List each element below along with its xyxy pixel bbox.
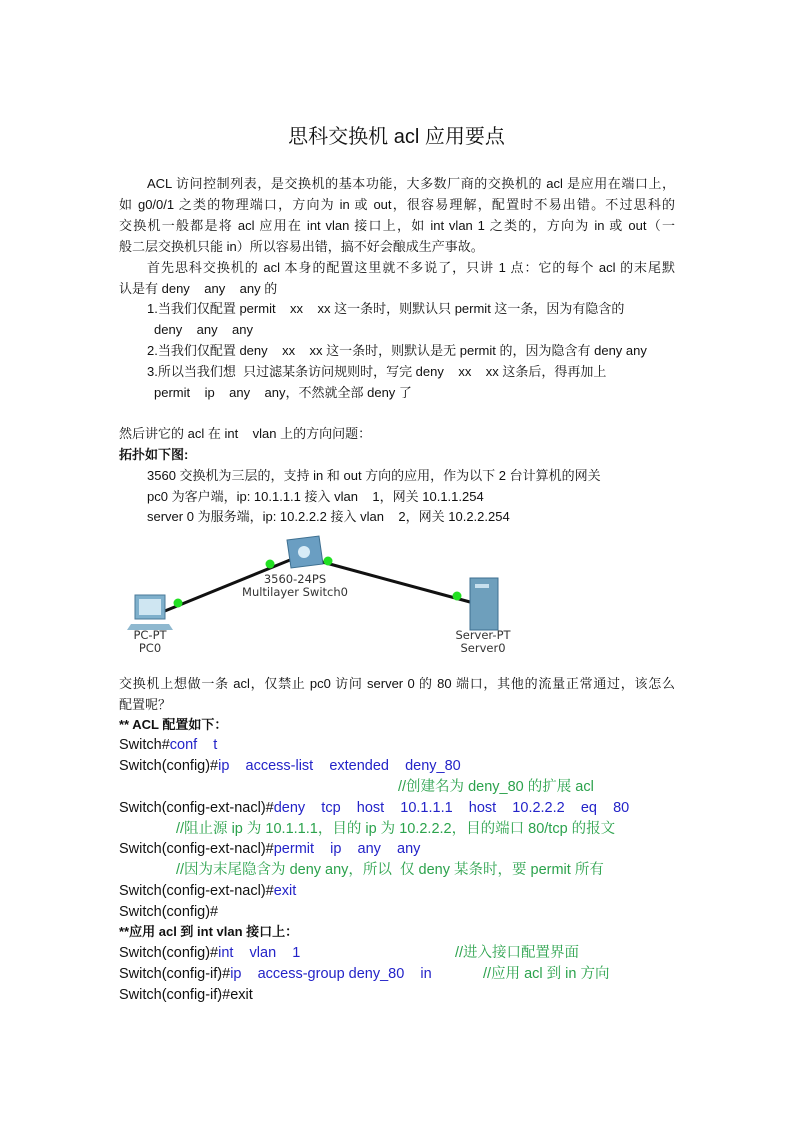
code-line <box>119 882 296 900</box>
code-command: deny tcp host 10.1.1.1 host 10.2.2.2 eq 80 <box>273 800 630 816</box>
text-segment: 然后讲它的 acl 在 int vlan 上的方向问题： <box>119 426 372 441</box>
code-line <box>119 736 217 754</box>
text-line <box>119 716 227 734</box>
text-segment: 3.所以当我们想 只过滤某条访问规则时，写完 deny xx xx 这条后，得再加上 <box>147 364 607 379</box>
text-segment: Switch(config-if)# <box>119 966 231 982</box>
text-segment: Switch(config)# <box>119 945 219 961</box>
text-line <box>119 238 484 256</box>
code-line <box>398 778 594 796</box>
code-line <box>119 757 461 775</box>
pc-model-label: PC-PT <box>133 628 167 642</box>
switch-icon <box>287 536 323 568</box>
code-line <box>176 861 604 879</box>
code-command: permit ip any any <box>273 841 421 857</box>
code-comment: //因为末尾隐含为 deny any，所以 仅 deny 某条时，要 permit 所有 <box>176 862 604 878</box>
text-segment: Switch(config-ext-nacl)# <box>119 883 274 899</box>
text-segment: 拓扑如下图: <box>119 447 189 462</box>
text-segment: pc0 为客户端，ip: 10.1.1.1 接入 vlan 1，网关 10.1.1.254 <box>147 489 484 504</box>
code-comment: //创建名为 deny_80 的扩展 acl <box>398 779 594 795</box>
text-segment: 般二层交换机只能 in）所以容易出错，搞不好会酿成生产事故。 <box>119 239 484 254</box>
code-line <box>119 799 629 817</box>
code-line <box>119 944 300 962</box>
code-comment: //进入接口配置界面 <box>455 945 580 961</box>
code-comment: //应用 acl 到 in 方向 <box>483 966 610 982</box>
text-line <box>147 508 510 526</box>
code-line <box>119 986 253 1004</box>
text-line <box>147 259 675 277</box>
text-segment: 交换机上想做一条 acl，仅禁止 pc0 访问 server 0 的 80 端口，其他的流量正常通过，该怎么 <box>119 676 675 691</box>
switch-name-label: Multilayer Switch0 <box>242 585 348 599</box>
text-segment: Switch(config-if)#exit <box>119 987 253 1003</box>
code-command: ip access-group deny_80 in <box>230 966 432 982</box>
text-line <box>119 217 675 235</box>
text-line <box>119 446 188 464</box>
text-segment: permit ip any any，不然就全部 deny 了 <box>154 385 412 400</box>
text-segment: **应用 acl 到 int vlan 接口上： <box>119 924 299 939</box>
text-segment: Switch(config-ext-nacl)# <box>119 841 274 857</box>
server-name-label: Server0 <box>460 641 506 655</box>
text-segment: 认是有 deny any any 的 <box>119 281 278 296</box>
text-segment: Switch(config)# <box>119 904 219 920</box>
text-line <box>147 363 606 381</box>
text-line <box>119 923 298 941</box>
text-segment: server 0 为服务端，ip: 10.2.2.2 接入 vlan 2，网关 10.2.2.254 <box>147 509 510 524</box>
link-status-dot <box>266 560 275 569</box>
text-segment: Switch# <box>119 737 170 753</box>
text-line <box>147 300 624 318</box>
text-line <box>147 488 484 506</box>
topology-diagram <box>115 530 535 660</box>
text-line <box>154 384 412 402</box>
text-segment: Switch(config)# <box>119 758 219 774</box>
code-command: int vlan 1 <box>218 945 301 961</box>
code-command: ip access-list extended deny_80 <box>218 758 461 774</box>
text-line <box>147 175 675 193</box>
code-comment: //阻止源 ip 为 10.1.1.1，目的 ip 为 10.2.2.2，目的端口 80/tcp 的报文 <box>176 821 616 837</box>
server-icon <box>470 578 498 630</box>
text-segment: 配置呢？ <box>119 697 172 712</box>
link-status-dot <box>174 599 183 608</box>
code-line <box>119 840 420 858</box>
code-line <box>119 965 432 983</box>
text-segment: ** ACL 配置如下： <box>119 717 228 732</box>
link-status-dot <box>453 592 462 601</box>
text-line <box>119 280 277 298</box>
text-segment: Switch(config-ext-nacl)# <box>119 800 274 816</box>
text-segment: ACL 访问控制列表，是交换机的基本功能，大多数厂商的交换机的 acl 是应用在端口上， <box>147 176 675 191</box>
text-segment: 1.当我们仅配置 permit xx xx 这一条时，则默认只 permit 这一条，因为有隐含的 <box>147 301 625 316</box>
pc-name-label: PC0 <box>138 641 162 655</box>
text-line <box>119 696 171 714</box>
text-line <box>119 675 675 693</box>
code-command: conf t <box>169 737 218 753</box>
link-status-dot <box>324 557 333 566</box>
code-command: exit <box>273 883 297 899</box>
code-line <box>483 965 610 983</box>
text-segment: 首先思科交换机的 acl 本身的配置这里就不多说了，只讲 1 点：它的每个 acl 的末尾默 <box>147 260 675 275</box>
pc-icon <box>127 595 173 630</box>
text-line <box>119 196 675 214</box>
text-line <box>154 321 253 339</box>
text-segment: 交换机一般都是将 acl 应用在 int vlan 接口上，如 int vlan 1 之类的，方向为 in 或 out（一 <box>119 218 675 233</box>
text-line <box>147 467 601 485</box>
text-line <box>147 342 647 360</box>
document-title: 思科交换机 acl 应用要点 <box>288 126 505 148</box>
code-line <box>119 903 218 921</box>
text-segment: 3560 交换机为三层的，支持 in 和 out 方向的应用，作为以下 2 台计算机的网关 <box>147 468 601 483</box>
code-line <box>176 820 615 838</box>
code-line <box>455 944 579 962</box>
server-model-label: Server-PT <box>455 628 511 642</box>
switch-model-label: 3560-24PS <box>263 572 327 586</box>
text-segment: 2.当我们仅配置 deny xx xx 这一条时，则默认是无 permit 的，因为隐含有 deny any <box>147 343 647 358</box>
text-segment: deny any any <box>154 322 254 337</box>
text-segment: 如 g0/0/1 之类的物理端口，方向为 in 或 out，很容易理解，配置时不易出错。不过思科的 <box>119 197 675 212</box>
text-line <box>119 425 371 443</box>
